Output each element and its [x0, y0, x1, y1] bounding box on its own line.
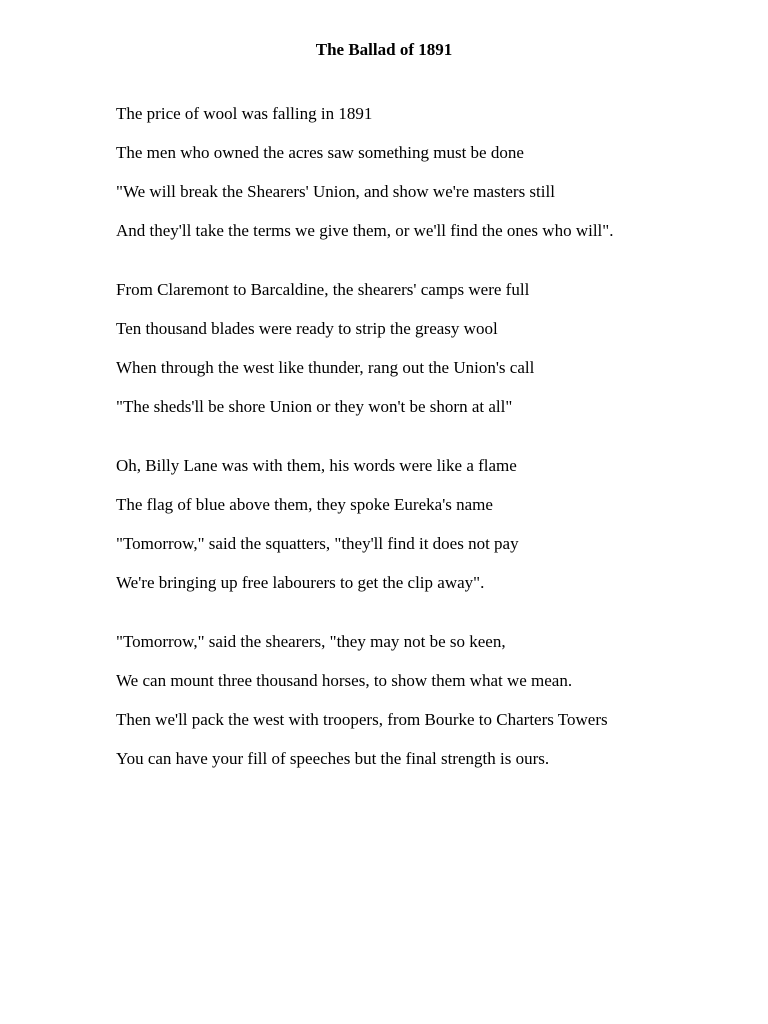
document-title: The Ballad of 1891	[315, 40, 453, 59]
stanza-3	[116, 456, 736, 593]
poem-line: Ten thousand blades were ready to strip the greasy wool	[116, 319, 498, 338]
poem-line: The flag of blue above them, they spoke Eureka's name	[116, 495, 493, 514]
poem-line: You can have your fill of speeches but the final strength is ours.	[116, 749, 550, 768]
stanza-4	[116, 632, 736, 769]
poem-line: From Claremont to Barcaldine, the shearers' camps were full	[116, 280, 530, 299]
poem-line: When through the west like thunder, rang out the Union's call	[116, 358, 535, 377]
poem-line: We can mount three thousand horses, to show them what we mean.	[116, 671, 573, 690]
poem-line: The price of wool was falling in 1891	[116, 104, 373, 123]
poem-line: "The sheds'll be shore Union or they won't be shorn at all"	[116, 397, 513, 416]
poem-line: We're bringing up free labourers to get the clip away".	[116, 573, 485, 592]
poem-line: And they'll take the terms we give them, or we'll find the ones who will".	[116, 221, 614, 240]
stanza-1	[116, 104, 736, 241]
stanza-2	[116, 280, 736, 417]
poem-line: Oh, Billy Lane was with them, his words were like a flame	[116, 456, 517, 475]
poem-line: The men who owned the acres saw something must be done	[116, 143, 524, 162]
poem-line: "Tomorrow," said the squatters, "they'll find it does not pay	[116, 534, 519, 553]
poem-body	[116, 104, 736, 808]
poem-line: "Tomorrow," said the shearers, "they may not be so keen,	[116, 632, 506, 651]
poem-line: "We will break the Shearers' Union, and show we're masters still	[116, 182, 555, 201]
poem-line: Then we'll pack the west with troopers, from Bourke to Charters Towers	[116, 710, 608, 729]
